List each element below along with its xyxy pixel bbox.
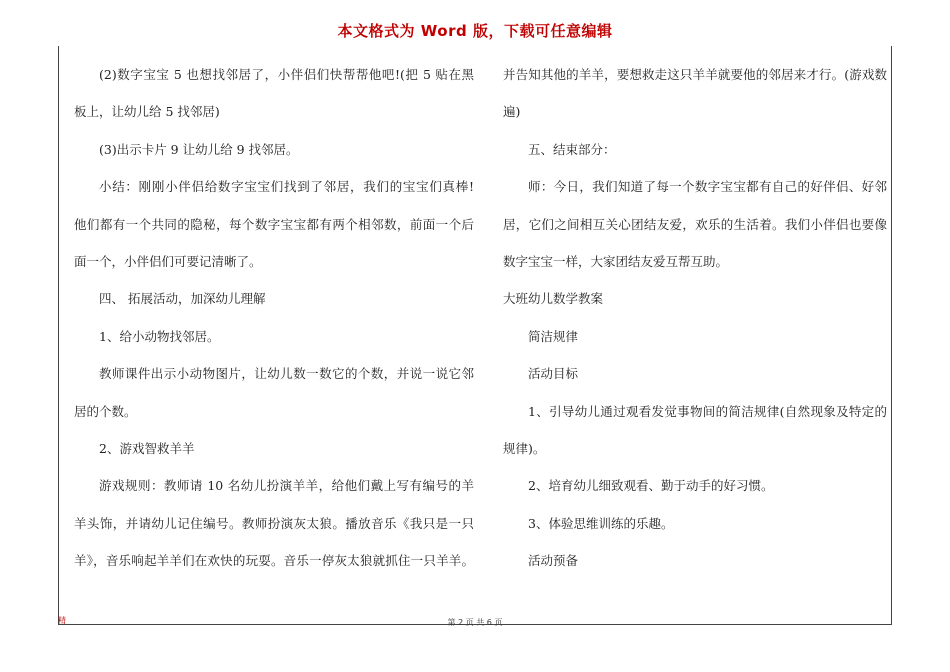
- paragraph-line: 师：今日，我们知道了每一个数字宝宝都有自己的好伴侣、好邻: [528, 179, 887, 195]
- document-banner: 本文格式为 Word 版，下载可任意编辑: [337, 22, 613, 40]
- paragraph-line: (2)数字宝宝 5 也想找邻居了，小伴侣们快帮帮他吧!(把 5 贴在黑: [99, 67, 474, 82]
- paragraph-line: 教师课件出示小动物图片，让幼儿数一数它的个数，并说一说它邻: [99, 366, 474, 382]
- paragraph-line: 羊》，音乐响起羊羊们在欢快的玩耍。音乐一停灰太狼就抓住一只羊羊。: [74, 553, 474, 569]
- section-heading: 活动目标: [528, 366, 579, 382]
- paragraph-line: 数字宝宝一样，大家团结友爱互帮互助。: [503, 254, 729, 270]
- paragraph-line: 3、体验思维训练的乐趣。: [528, 515, 674, 531]
- paragraph-line: 规律)。: [503, 441, 546, 457]
- section-heading: 活动预备: [528, 553, 579, 569]
- corner-mark: 精: [58, 616, 66, 625]
- left-column: [74, 56, 474, 580]
- section-heading: 五、结束部分：: [528, 141, 616, 157]
- paragraph-line: 小结：刚刚小伴侣给数字宝宝们找到了邻居，我们的宝宝们真棒!: [99, 179, 474, 195]
- paragraph-line: 游戏规则：教师请 10 名幼儿扮演羊羊，给他们戴上写有编号的羊: [99, 478, 474, 494]
- paragraph-line: 羊头饰，并请幼儿记住编号。教师扮演灰太狼。播放音乐《我只是一只: [74, 515, 474, 531]
- paragraph-line: 居的个数。: [74, 403, 137, 419]
- paragraph-line: 他们都有一个共同的隐秘，每个数字宝宝都有两个相邻数，前面一个后: [74, 216, 474, 232]
- right-column: [503, 56, 887, 580]
- paragraph-line: 面一个，小伴侣们可要记清晰了。: [74, 254, 262, 270]
- section-heading: 四、 拓展活动，加深幼儿理解: [99, 291, 266, 307]
- paragraph-line: 板上，让幼儿给 5 找邻居): [74, 104, 220, 120]
- paragraph-line: 2、游戏智救羊羊: [99, 441, 195, 457]
- paragraph-line: 2、培育幼儿细致观看、勤于动手的好习惯。: [528, 478, 774, 494]
- paragraph-line: 居，它们之间相互关心团结友爱，欢乐的生活着。我们小伴侣也要像: [503, 216, 887, 232]
- paragraph-line: 并告知其他的羊羊，要想救走这只羊羊就要他的邻居来才行。(游戏数: [503, 67, 887, 82]
- paragraph-line: 1、引导幼儿通过观看发觉事物间的简洁规律(自然现象及特定的: [528, 403, 887, 419]
- page-number: 第 2 页 共 6 页: [447, 618, 503, 627]
- paragraph-line: 1、给小动物找邻居。: [99, 328, 220, 344]
- paragraph-line: 遍): [503, 104, 521, 120]
- paragraph-line: (3)出示卡片 9 让幼儿给 9 找邻居。: [99, 141, 299, 157]
- lesson-title: 大班幼儿数学教案: [503, 291, 604, 307]
- lesson-subtitle: 简洁规律: [528, 328, 579, 344]
